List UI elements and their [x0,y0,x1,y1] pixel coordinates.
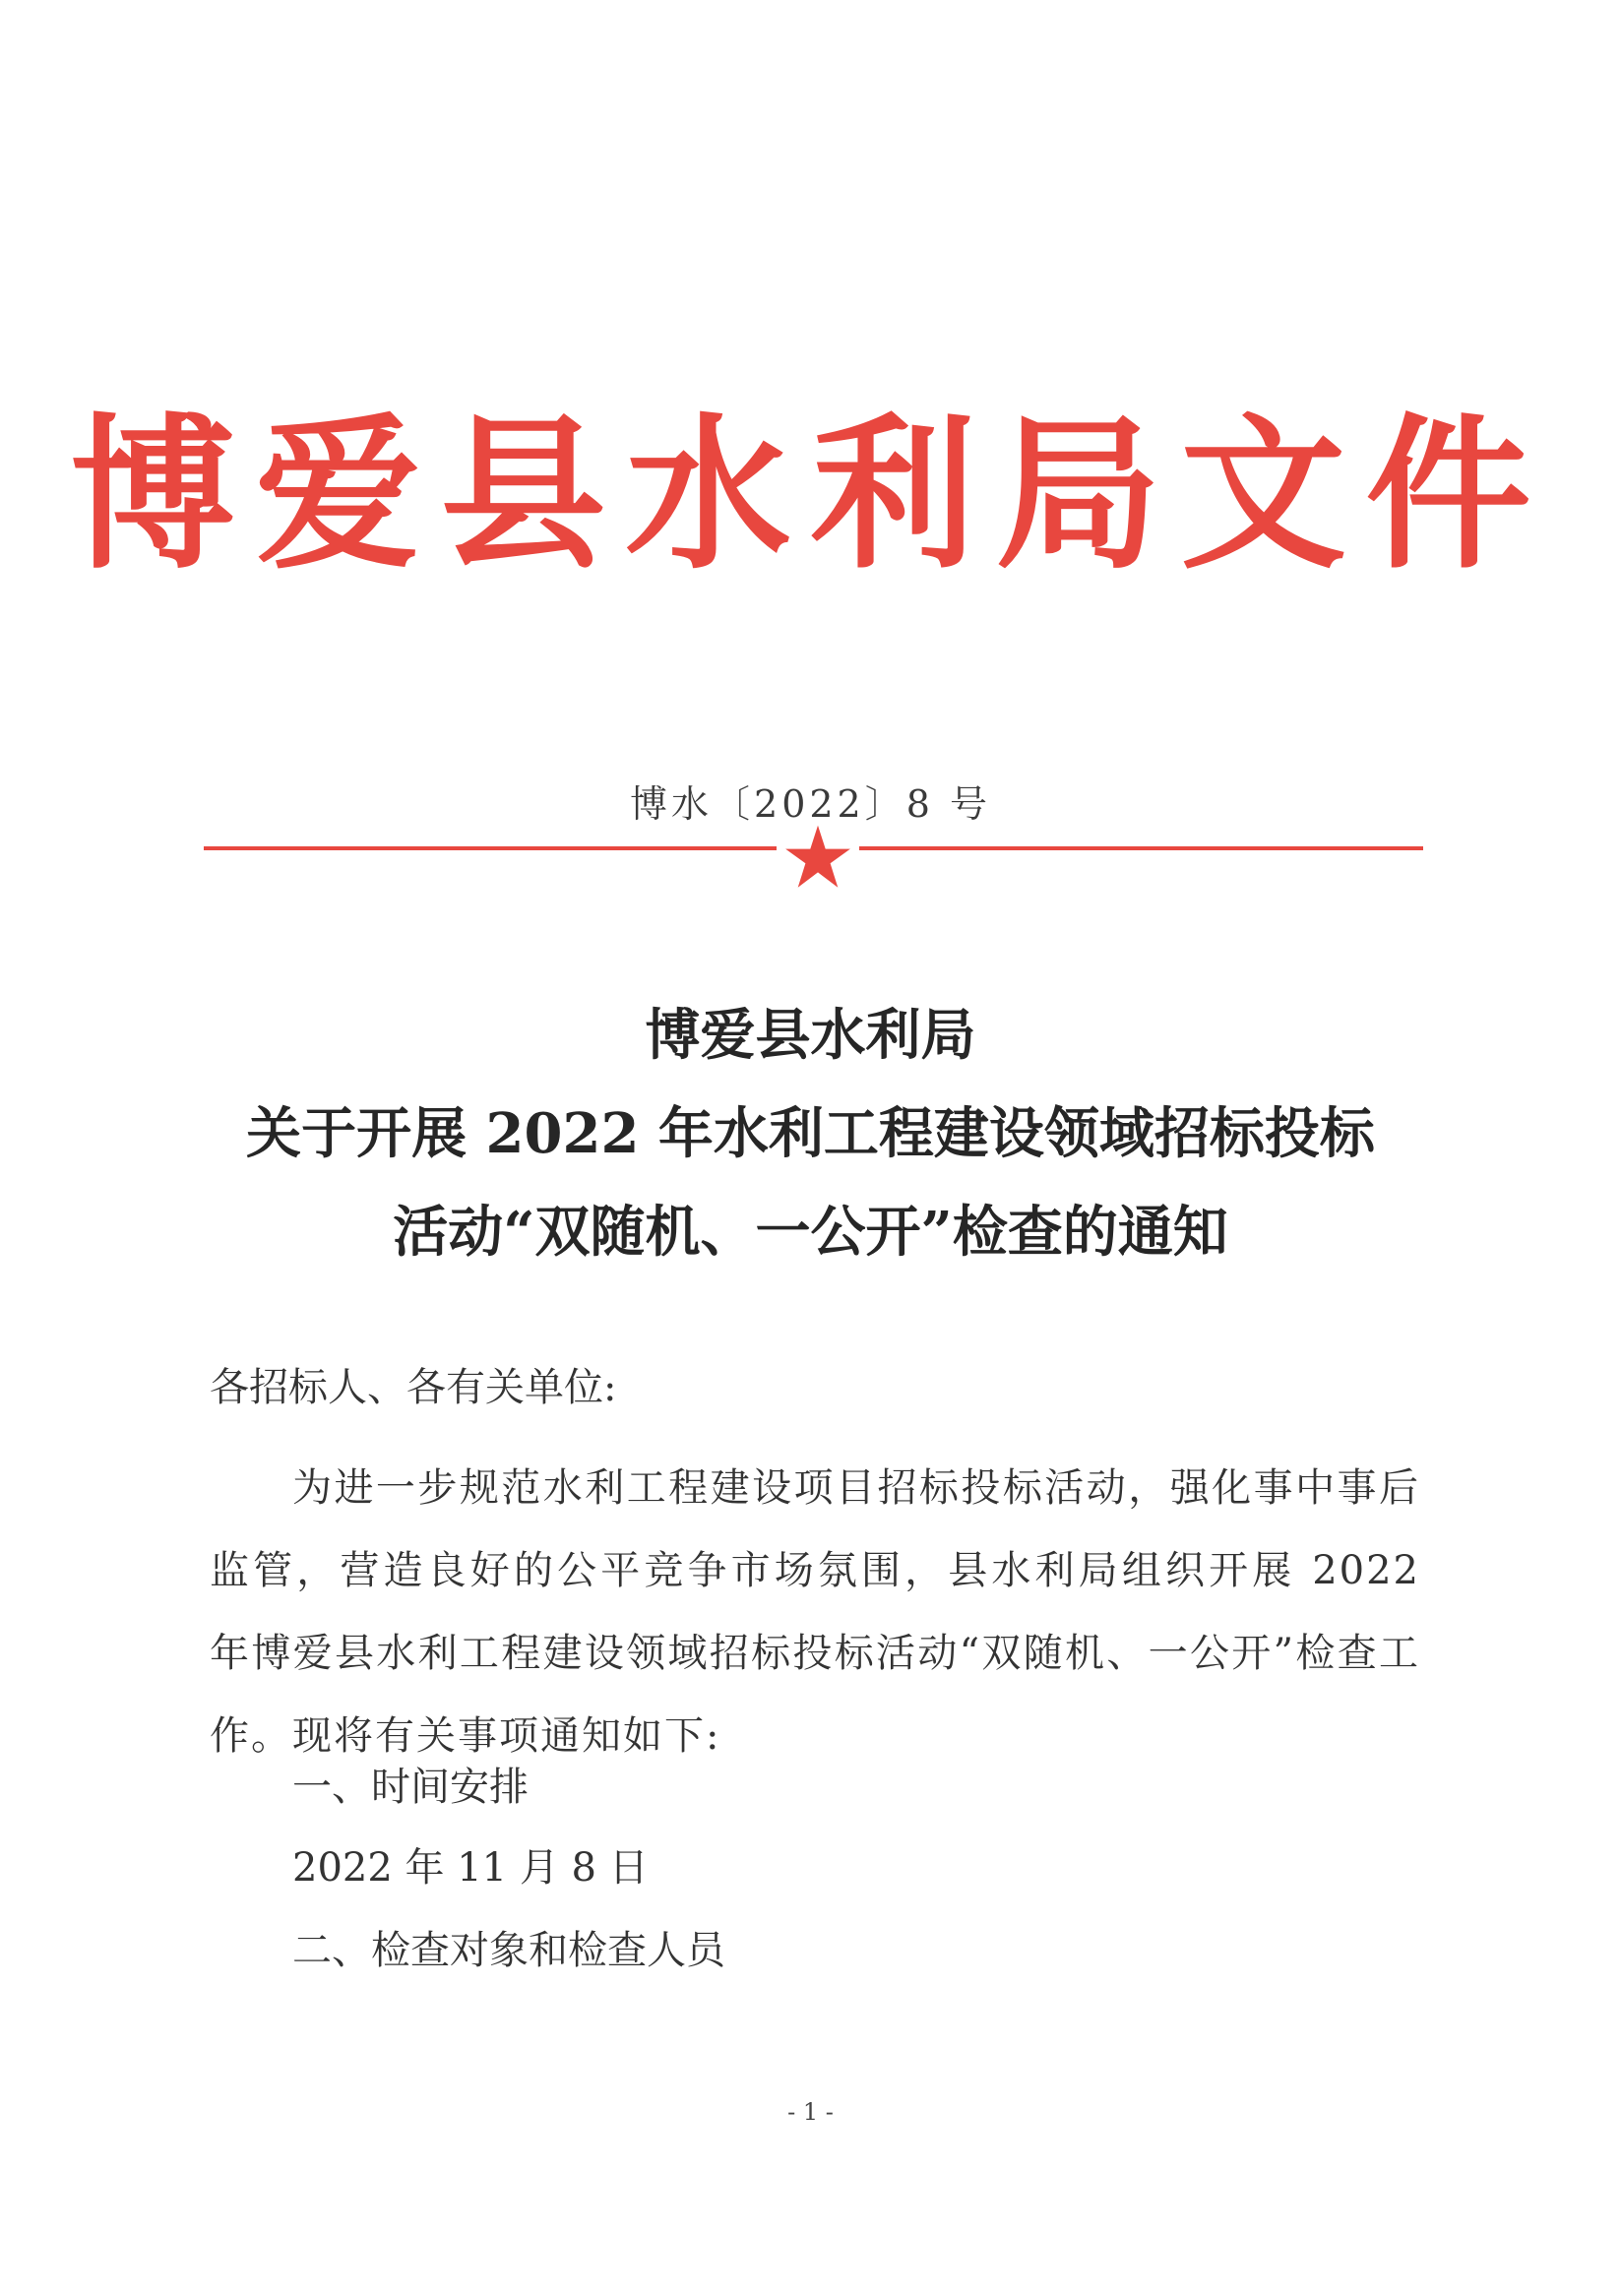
salutation: 各招标人、各有关单位: [210,1365,617,1410]
section-2-heading: 二、检查对象和检查人员 [292,1928,725,1973]
page-number: - 1 - [787,2098,834,2126]
star-icon [783,823,852,892]
intro-paragraph: 为进一步规范水利工程建设项目招标投标活动，强化事中事后监管，营造良好的公平竞争市场氛围，县水利局组织开展 2022 年博爱县水利工程建设领域招标投标活动“双随机、一公开”检查工作。现将有关事项通知如下: [210,1465,1420,1759]
notice-title-line-2: 关于开展 2022 年水利工程建设领域招标投标 [246,1101,1375,1166]
notice-title-line-3: 活动“双随机、一公开”检查的通知 [393,1200,1228,1265]
red-rule-left [204,846,777,850]
section-1-heading: 一、时间安排 [292,1765,529,1810]
red-rule-right [859,846,1423,850]
section-1-date: 2022 年 11 月 8 日 [292,1845,649,1891]
notice-title-line-1: 博爱县水利局 [645,1003,976,1068]
masthead-title: 博爱县水利局文件 [70,397,1551,591]
document-number: 博水〔2022〕8 号 [630,782,991,826]
